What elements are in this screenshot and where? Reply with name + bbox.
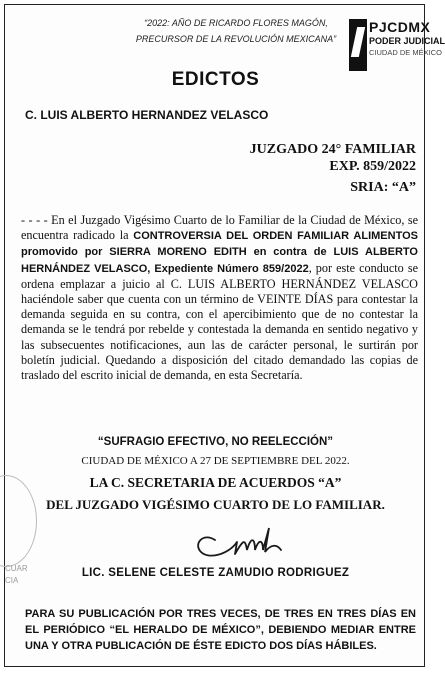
signer-name: LIC. SELENE CELESTE ZAMUDIO RODRIGUEZ [81,567,350,579]
issue-date: CIUDAD DE MÉXICO A 27 DE SEPTIEMBRE DEL 2022. [81,455,350,467]
body-text-intro: - - - - En el Juzgado Vigésimo Cuarto de lo Familiar de la Ciudad de México, se encuentra radicado la [21,213,418,243]
pjcdmx-emblem-icon [349,19,367,71]
stamp-text-1: CUAR [5,564,28,573]
body-text-main: , por este conducto se ordena emplazar a juicio al C. LUIS ALBERTO HERNÁNDEZ VELASCO haciéndole saber que cuenta con un término de VEINTE DÍAS para contestar la demanda seguida en su contra, con el apercibimiento que de no contestar la demanda se le tendrá por rebelde y contestada la demanda en sentido negativo y las subsecuentes notificaciones, aun las de carácter personal, le surtirán por boletín judicial. Quedando a disposición del citado demandado las copias de traslado del escrito inicial de demanda, en esta Secretaría. [21,260,418,383]
publication-instructions: PARA SU PUBLICACIÓN POR TRES VECES, DE TRES EN TRES DÍAS EN EL PERIÓDICO “EL HERALDO DE MÉXICO”, DEBIENDO MEDIAR ENTRE UNA Y OTRA PUBLICACIÓN DE ÉSTE EDICTO DOS DÍAS HÁBILES. [25,608,416,652]
court-secretaria: SRIA: “A” [350,180,416,195]
sufragio-motto: “SUFRAGIO EFECTIVO, NO REELECCIÓN” [97,436,334,448]
handwritten-signature [185,510,305,560]
court-juzgado: JUZGADO 24° FAMILIAR [249,142,416,157]
court-expediente: EXP. 859/2022 [329,159,416,174]
edict-body [21,213,418,383]
secretaria-line-1: LA C. SECRETARIA DE ACUERDOS “A” [89,475,342,490]
motto-line-2: PRECURSOR DE LA REVOLUCIÓN MEXICANA” [135,34,337,44]
document-title: EDICTOS [171,69,260,90]
motto-line-1: “2022: AÑO DE RICARDO FLORES MAGÓN, [144,18,328,28]
body-text-case: CONTROVERSIA DEL ORDEN FAMILIAR ALIMENTOS promovido por SIERRA MORENO EDITH en contra de LUIS ALBERTO HERNÁNDEZ VELASCO, Expediente Número 859/2022 [21,230,418,275]
logo-city: CIUDAD DE MÉXICO [369,48,442,57]
logo-name: PODER JUDICIAL [369,36,445,46]
edict-page [4,4,445,667]
addressee: C. LUIS ALBERTO HERNANDEZ VELASCO [25,108,269,122]
logo-acronym: PJCDMX [369,19,431,35]
secretaria-line-2: DEL JUZGADO VIGÉSIMO CUARTO DE LO FAMILIAR. [46,497,385,512]
stamp-text-2: CIA [5,576,19,585]
header-motto [125,15,347,47]
